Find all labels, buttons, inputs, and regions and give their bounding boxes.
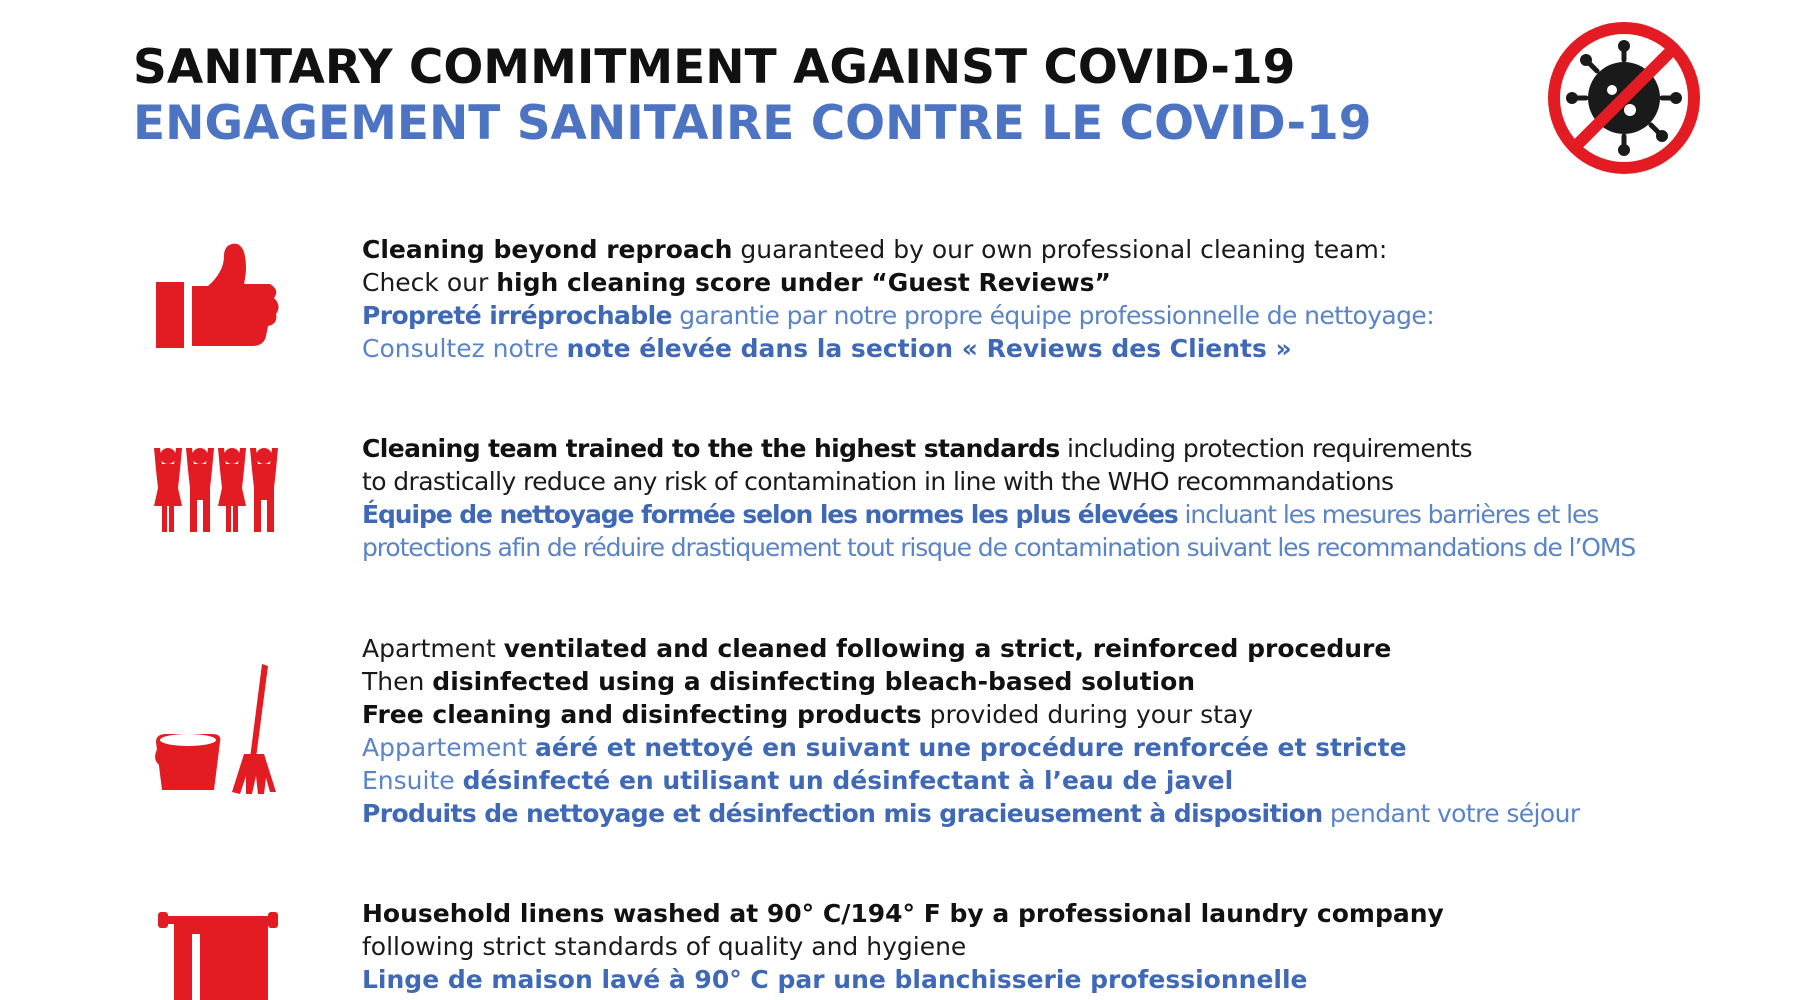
section-3-fr-line-1: Appartement aéré et nettoyé en suivant une procédure renforcée et stricte xyxy=(362,733,1407,762)
section-2-text xyxy=(362,432,1635,564)
section-2-fr-line-1: Équipe de nettoyage formée selon les normes les plus élevées incluant les mesures barrières et les xyxy=(362,500,1599,529)
title-english: SANITARY COMMITMENT AGAINST COVID-19 xyxy=(133,40,1296,95)
section-1-en-line-2: Check our high cleaning score under “Guest Reviews” xyxy=(362,268,1111,297)
section-3-fr-line-3: Produits de nettoyage et désinfection mis gracieusement à disposition pendant votre séjour xyxy=(362,799,1580,828)
section-4-fr-line-1: Linge de maison lavé à 90° C par une blanchisserie professionnelle xyxy=(362,965,1308,994)
section-3-en-line-1: Apartment ventilated and cleaned following a strict, reinforced procedure xyxy=(362,634,1392,663)
bucket-mop-icon xyxy=(152,662,282,797)
section-1-text xyxy=(362,233,1434,365)
thumbs-up-icon xyxy=(152,242,282,354)
section-1-fr-line-1: Propreté irréprochable garantie par notre propre équipe professionnelle de nettoyage: xyxy=(362,301,1435,330)
section-1-fr-line-2: Consultez notre note élevée dans la section « Reviews des Clients » xyxy=(362,334,1292,363)
section-3-fr-line-2: Ensuite désinfecté en utilisant un désinfectant à l’eau de javel xyxy=(362,766,1234,795)
section-3-en-line-2: Then disinfected using a disinfecting bleach-based solution xyxy=(362,667,1196,696)
section-3-text xyxy=(362,632,1580,830)
no-virus-icon xyxy=(1546,20,1702,176)
section-2-en-line-1: Cleaning team trained to the the highest standards including protection requirements xyxy=(362,434,1472,463)
section-4-en-line-1: Household linens washed at 90° C/194° F by a professional laundry company xyxy=(362,899,1444,928)
section-1-en-line-1: Cleaning beyond reproach guaranteed by our own professional cleaning team: xyxy=(362,235,1388,264)
section-4-text xyxy=(362,897,1444,996)
section-4-en-line-2: following strict standards of quality and hygiene xyxy=(362,932,967,961)
section-2-en-line-2: to drastically reduce any risk of contamination in line with the WHO recommandations xyxy=(362,467,1394,496)
towel-rack-icon xyxy=(152,906,282,1000)
section-3-en-line-3: Free cleaning and disinfecting products provided during your stay xyxy=(362,700,1254,729)
team-icon xyxy=(152,444,282,536)
section-2-fr-line-2: protections afin de réduire drastiquement tout risque de contamination suivant les recommandations de l’OMS xyxy=(362,533,1636,562)
title-french: ENGAGEMENT SANITAIRE CONTRE LE COVID-19 xyxy=(133,96,1372,151)
